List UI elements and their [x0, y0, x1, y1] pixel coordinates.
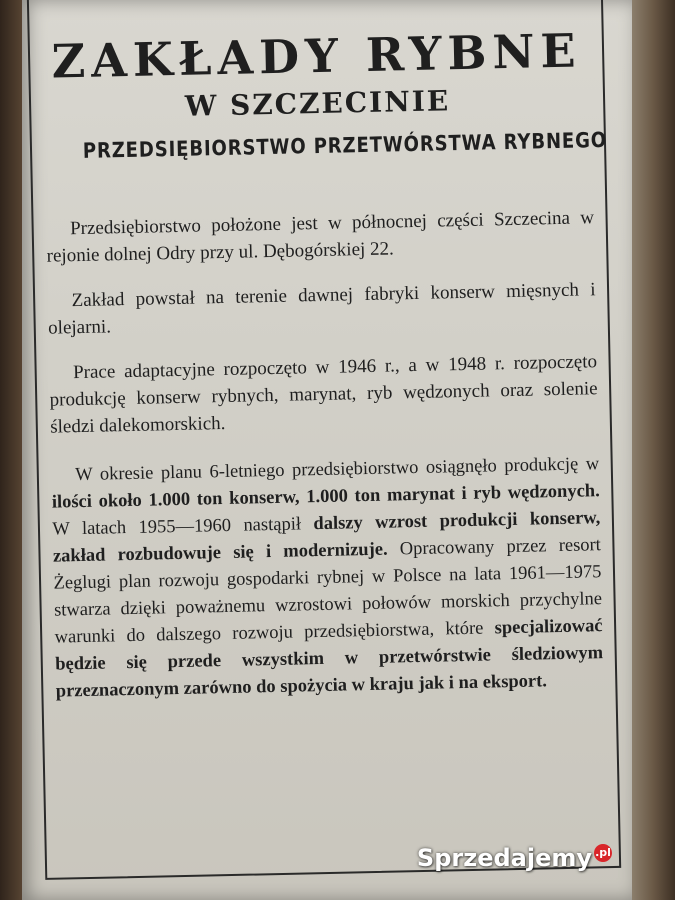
- text-run: Opracowany przez resort Żeglugi plan rozwoju gospodarki rybnej w Polsce na lata 1961—1975 stwarza dzięki poważnemu wzrostowi połowów morskich przychylne warunki do dalszego rozwoju przedsiębiorstwa, które: [53, 535, 603, 648]
- watermark-text: Sprzedajemy: [416, 844, 592, 872]
- text-run-bold: specjalizować będzie się przede wszystkim w przetwórstwie śledziowym przeznaczonym zarówno do spożycia w kraju jak i na eksport.: [55, 616, 604, 702]
- book-page: [22, 0, 632, 900]
- paragraph-history: Prace adaptacyjne rozpoczęto w 1946 r., a w 1948 r. rozpoczęto produkcję konserw rybnych, marynat, ryb wędzonych oraz solenie śledzi dalekomorskich.: [49, 351, 598, 438]
- watermark-dot-icon: .pl: [594, 844, 612, 862]
- paragraph-development: [51, 451, 604, 705]
- paragraph-location: Przedsiębiorstwo położone jest w północnej części Szczecina w rejonie dolnej Odry przy ul. Dębogórskiej 22.: [46, 207, 595, 267]
- enterprise-heading: PRZEDSIĘBIORSTWO PRZETWÓRSTWA RYBNEGO: [82, 127, 608, 163]
- text-run-bold: dalszy wzrost produkcji konserw, zakład rozbudowuje się i modernizuje.: [52, 508, 601, 567]
- watermark-logo: [417, 844, 612, 872]
- paragraph-origin: Zakład powstał na terenie dawnej fabryki konserw mięsnych i olejarni.: [47, 279, 596, 339]
- page-content: [42, 23, 608, 705]
- text-run: W latach 1955—1960 nastąpił: [52, 514, 314, 540]
- page-subtitle: W SZCZECINIE: [184, 84, 451, 123]
- text-run-bold: ilości około 1.000 ton konserw, 1.000 ton marynat i ryb wędzonych.: [51, 481, 600, 513]
- page-title: ZAKŁADY RYBNE: [51, 23, 583, 89]
- text-run: W okresie planu 6-letniego przedsiębiorstwo osiągnęło produkcję w: [75, 454, 600, 486]
